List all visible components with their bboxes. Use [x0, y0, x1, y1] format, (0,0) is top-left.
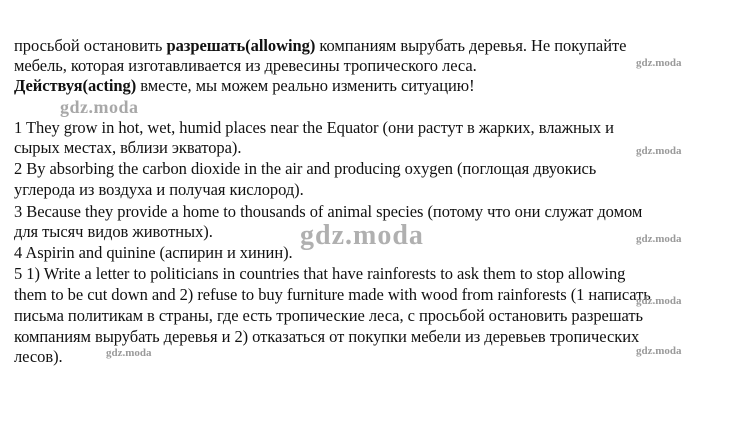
- answer-2-line-1: 2 By absorbing the carbon dioxide in the air and producing oxygen (поглощая двуокись: [14, 159, 597, 178]
- text-line-1: [14, 36, 626, 56]
- watermark: gdz.moda: [636, 233, 682, 245]
- watermark: gdz.moda: [636, 345, 682, 357]
- text-line-2: мебель, которая изготавливается из древесины тропического леса.: [14, 56, 477, 75]
- text-segment: просьбой остановить: [14, 36, 167, 55]
- text-segment: компаниям вырубать деревья. Не покупайте: [315, 36, 627, 55]
- answer-4-line-1: 4 Aspirin and quinine (аспирин и хинин).: [14, 243, 293, 262]
- watermark: gdz.moda: [300, 220, 424, 251]
- answer-1-line-2: сырых местах, вблизи экватора).: [14, 138, 242, 157]
- answer-5-line-2: them to be cut down and 2) refuse to buy furniture made with wood from rainforests (1 написать: [14, 285, 651, 304]
- answer-3-line-1: 3 Because they provide a home to thousands of animal species (потому что они служат домом: [14, 202, 643, 221]
- bold-term-allowing: разрешать(allowing): [166, 36, 316, 55]
- watermark: gdz.moda: [60, 97, 139, 117]
- watermark: gdz.moda: [636, 57, 682, 69]
- watermark: gdz.moda: [106, 347, 152, 359]
- answer-5-line-5: лесов).: [14, 347, 63, 366]
- answer-5-line-4: компаниям вырубать деревья и 2) отказаться от покупки мебели из деревьев тропических: [14, 327, 640, 346]
- answer-2-line-2: углерода из воздуха и получая кислород).: [14, 180, 304, 199]
- text-line-3: [14, 76, 475, 96]
- text-segment: вместе, мы можем реально изменить ситуацию!: [136, 76, 475, 95]
- answer-1-line-1: 1 They grow in hot, wet, humid places near the Equator (они растут в жарких, влажных и: [14, 118, 614, 137]
- watermark: gdz.moda: [636, 145, 682, 157]
- answer-3-line-2: для тысяч видов животных).: [14, 222, 213, 241]
- answer-5-line-3: письма политикам в страны, где есть тропические леса, с просьбой остановить разрешать: [14, 306, 643, 325]
- answer-5-line-1: 5 1) Write a letter to politicians in countries that have rainforests to ask them to stop allowing: [14, 264, 626, 283]
- bold-term-acting: Действуя(acting): [14, 76, 137, 95]
- watermark: gdz.moda: [636, 295, 682, 307]
